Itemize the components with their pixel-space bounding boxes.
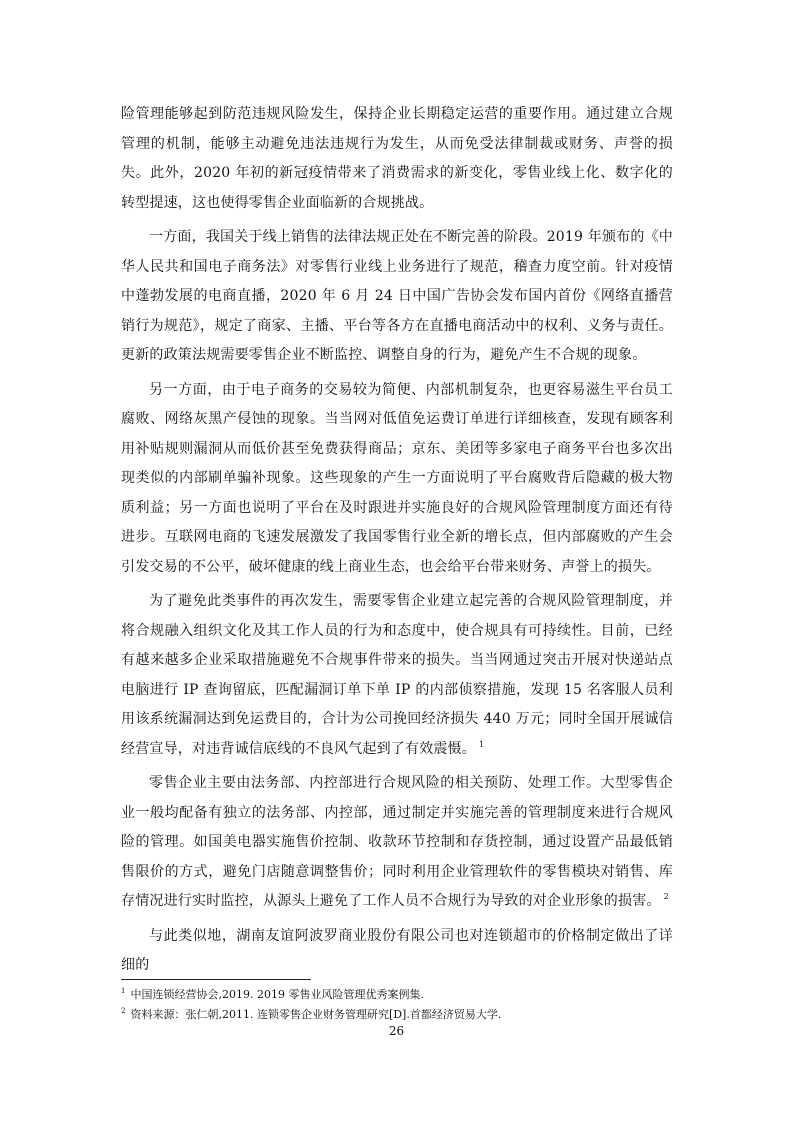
paragraph-4 xyxy=(121,587,673,764)
paragraph-6 xyxy=(121,922,673,981)
paragraph-text: 零售企业主要由法务部、内控部进行合规风险的相关预防、处理工作。大型零售企业一般均配备有独立的法务部、内控部，通过制定并实施完善的管理制度来进行合规风险的管理。如国美电器实施售价控制、收款环节控制和存货控制，通过设置产品最低销售限价的方式，避免门店随意调整售价；同时利用企业管理软件的零售模块对销售、库存情况进行实时监控，从源头上避免了工作人员不合规行为导致的对企业形象的损害。 xyxy=(121,775,673,909)
paragraph-text: 险管理能够起到防范违规风险发生，保持企业长期稳定运营的重要作用。通过建立合规管理的机制，能够主动避免违法违规行为发生，从而免受法律制裁或财务、声誉的损失。此外，2020 年初的新冠疫情带来了消费需求的新变化，零售业线上化、数字化的转型提速，这也使得零售企业面临新的合规挑战。 xyxy=(121,106,673,211)
footnote-reference: 2 xyxy=(663,892,669,902)
footnote-mark: 2 xyxy=(121,1007,126,1016)
footnote-divider xyxy=(121,979,311,980)
paragraph-text: 一方面，我国关于线上销售的法律法规正处在不断完善的阶段。2019 年颁布的《中华人民共和国电子商务法》对零售行业线上业务进行了规范，稽查力度空前。针对疫情中蓬勃发展的电商直播，2020 年 6 月 24 日中国广告协会发布国内首份《网络直播营销行为规范》，规定了商家、主播、平台等各方在直播电商活动中的权利、义务与责任。更新的政策法规需要零售企业不断监控、调整自身的行为，避免产生不合规的现象。 xyxy=(121,229,673,363)
paragraph-1 xyxy=(121,100,673,218)
paragraph-text: 为了避免此类事件的再次发生，需要零售企业建立起完善的合规风险管理制度，并将合规融入组织文化及其工作人员的行为和态度中，使合规具有可持续性。目前，已经有越来越多企业采取措施避免不合规事件带来的损失。当当网通过突击开展对快递站点电脑进行 IP 查询留底，匹配漏洞订单下单 IP 的内部侦察措施，发现 15 名客服人员利用该系统漏洞达到免运费目的，合计为公司挽回经济损失 440 万元；同时全国开展诚信经营宣导，对违背诚信底线的不良风气起到了有效震慑。 xyxy=(121,593,673,757)
paragraph-5 xyxy=(121,769,673,917)
footnote-2 xyxy=(121,1005,673,1025)
paragraph-2 xyxy=(121,223,673,371)
footnote-1 xyxy=(121,985,673,1005)
footnote-reference: 1 xyxy=(479,739,485,749)
page-number: 26 xyxy=(388,1024,405,1038)
paragraph-text: 与此类似地，湖南友谊阿波罗商业股份有限公司也对连锁超市的价格制定做出了详细的 xyxy=(121,927,673,973)
footnotes xyxy=(121,985,673,1025)
paragraph-text: 另一方面，由于电子商务的交易较为简便、内部机制复杂，也更容易滋生平台员工腐败、网络灰黑产侵蚀的现象。当当网对低值免运费订单进行详细核查，发现有顾客利用补贴规则漏洞从而低价甚至免费获得商品；京东、美团等多家电子商务平台也多次出现类似的内部刷单骗补现象。这些现象的产生一方面说明了平台腐败背后隐藏的极大物质利益；另一方面也说明了平台在及时跟进并实施良好的合规风险管理制度方面还有待进步。互联网电商的飞速发展激发了我国零售行业全新的增长点，但内部腐败的产生会引发交易的不公平，破坏健康的线上商业生态，也会给平台带来财务、声誉上的损失。 xyxy=(121,381,673,575)
body-text xyxy=(121,100,673,981)
footnote-text: 资料来源：张仁朝,2011. 连锁零售企业财务管理研究[D].首都经济贸易大学. xyxy=(130,1008,502,1021)
footnote-mark: 1 xyxy=(121,987,126,996)
footnote-text: 中国连锁经营协会,2019. 2019 零售业风险管理优秀案例集. xyxy=(130,988,424,1001)
paragraph-3 xyxy=(121,376,673,583)
